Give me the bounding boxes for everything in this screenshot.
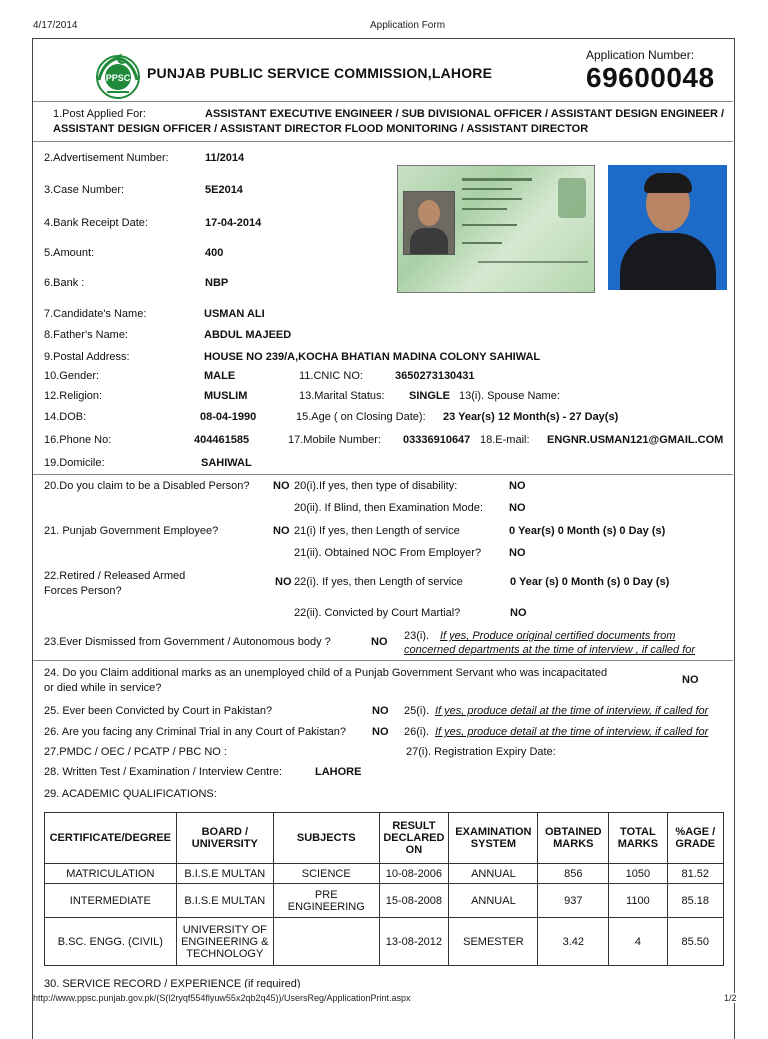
cell-certificate: INTERMEDIATE (45, 884, 177, 918)
phone-value: 404461585 (194, 434, 250, 446)
q24-label-line-2: or died while in service? (44, 682, 162, 694)
marital-value: SINGLE (409, 390, 450, 402)
table-row (45, 884, 724, 918)
bank-date-label: 4.Bank Receipt Date: (44, 217, 148, 229)
org-name: PUNJAB PUBLIC SERVICE COMMISSION,LAHORE (147, 65, 493, 81)
q22-label-line-2: Forces Person? (44, 585, 122, 597)
post-line-2: ASSISTANT DESIGN OFFICER / ASSISTANT DIRECTOR FLOOD MONITORING / ASSISTANT DIRECTOR (53, 123, 589, 135)
spouse-label: 13(i). Spouse Name: (459, 390, 560, 402)
cell-result-date: 10-08-2006 (379, 864, 449, 884)
q20i-label: 20(i).If yes, then type of disability: (294, 480, 458, 492)
address-value: HOUSE NO 239/A,KOCHA BHATIAN MADINA COLONY SAHIWAL (204, 351, 541, 363)
q27-label: 27.PMDC / OEC / PCATP / PBC NO : (44, 746, 227, 758)
col-header-exam-system: EXAMINATION SYSTEM (449, 813, 538, 864)
q22i-answer: 0 Year (s) 0 Month (s) 0 Day (s) (510, 576, 670, 588)
cell-obtained-marks: 937 (538, 884, 609, 918)
bank-label: 6.Bank : (44, 277, 85, 289)
divider (33, 141, 733, 142)
cell-result-date: 13-08-2012 (379, 918, 449, 966)
q22-label-line-1: 22.Retired / Released Armed (44, 570, 186, 582)
col-header-percentage: %AGE / GRADE (667, 813, 723, 864)
case-value: 5E2014 (205, 184, 243, 196)
q22ii-answer: NO (510, 607, 527, 619)
print-title: Application Form (370, 20, 446, 31)
cell-certificate: MATRICULATION (45, 864, 177, 884)
page-url: http://www.ppsc.punjab.gov.pk/(S(l2ryqf554flyuw55x2qb2q45))/UsersReg/ApplicationPrint.aspx (33, 993, 411, 1003)
col-header-obtained-marks: OBTAINED MARKS (538, 813, 609, 864)
dob-value: 08-04-1990 (200, 411, 257, 423)
cnic-value: 3650273130431 (395, 370, 475, 382)
table-row (45, 918, 724, 966)
ppsc-logo-icon (93, 50, 143, 100)
q26i-label: 26(i). (404, 726, 430, 738)
q21-answer: NO (273, 525, 290, 537)
mobile-value: 03336910647 (403, 434, 471, 446)
domicile-value: SAHIWAL (201, 457, 252, 469)
age-label: 15.Age ( on Closing Date): (296, 411, 426, 423)
religion-value: MUSLIM (204, 390, 248, 402)
amount-label: 5.Amount: (44, 247, 95, 259)
amount-value: 400 (205, 247, 224, 259)
q20-answer: NO (273, 480, 290, 492)
gender-label: 10.Gender: (44, 370, 100, 382)
divider (33, 101, 733, 102)
q22i-label: 22(i). If yes, then Length of service (294, 576, 463, 588)
cnic-photo (403, 191, 455, 255)
cell-result-date: 15-08-2008 (379, 884, 449, 918)
cnic-label: 11.CNIC NO: (299, 370, 363, 382)
q26i-note: If yes, produce detail at the time of interview, if called for (435, 726, 709, 738)
cell-percentage: 81.52 (667, 864, 723, 884)
q20-label: 20.Do you claim to be a Disabled Person? (44, 480, 250, 492)
father-label: 8.Father's Name: (44, 329, 129, 341)
cell-percentage: 85.50 (667, 918, 723, 966)
age-value: 23 Year(s) 12 Month(s) - 27 Day(s) (443, 411, 619, 423)
q28-label: 28. Written Test / Examination / Interview Centre: (44, 766, 283, 778)
q25-answer: NO (372, 705, 389, 717)
adv-label: 2.Advertisement Number: (44, 152, 169, 164)
q25-label: 25. Ever been Convicted by Court in Pakistan? (44, 705, 273, 717)
cell-board: B.I.S.E MULTAN (176, 884, 273, 918)
q22ii-label: 22(ii). Convicted by Court Martial? (294, 607, 461, 619)
religion-label: 12.Religion: (44, 390, 103, 402)
q20ii-label: 20(ii). If Blind, then Examination Mode: (294, 502, 483, 514)
q20i-answer: NO (509, 480, 526, 492)
bank-date-value: 17-04-2014 (205, 217, 262, 229)
q21-label: 21. Punjab Government Employee? (44, 525, 219, 537)
cell-subjects: PRE ENGINEERING (273, 884, 379, 918)
cell-exam-system: SEMESTER (449, 918, 538, 966)
dob-label: 14.DOB: (44, 411, 87, 423)
q21ii-label: 21(ii). Obtained NOC From Employer? (294, 547, 482, 559)
mobile-label: 17.Mobile Number: (288, 434, 381, 446)
address-label: 9.Postal Address: (44, 351, 130, 363)
application-number: 69600048 (586, 62, 715, 93)
q24-answer: NO (682, 674, 699, 686)
gender-value: MALE (204, 370, 236, 382)
phone-label: 16.Phone No: (44, 434, 112, 446)
q20ii-answer: NO (509, 502, 526, 514)
marital-label: 13.Marital Status: (299, 390, 385, 402)
email-label: 18.E-mail: (480, 434, 530, 446)
q21i-answer: 0 Year(s) 0 Month (s) 0 Day (s) (509, 525, 666, 537)
cnic-image (397, 165, 595, 293)
post-line-1: ASSISTANT EXECUTIVE ENGINEER / SUB DIVISIONAL OFFICER / ASSISTANT DESIGN ENGINEER / (205, 108, 725, 120)
q26-answer: NO (372, 726, 389, 738)
col-header-result-date: RESULT DECLARED ON (379, 813, 449, 864)
q23-label: 23.Ever Dismissed from Government / Autonomous body ? (44, 636, 331, 648)
col-header-certificate: CERTIFICATE/DEGREE (45, 813, 177, 864)
name-value: USMAN ALI (204, 308, 265, 320)
col-header-board: BOARD / UNIVERSITY (176, 813, 273, 864)
q25i-label: 25(i). (404, 705, 430, 717)
q26-label: 26. Are you facing any Criminal Trial in any Court of Pakistan? (44, 726, 347, 738)
q21ii-answer: NO (509, 547, 526, 559)
q29-label: 29. ACADEMIC QUALIFICATIONS: (44, 788, 217, 800)
page-number: 1/2 (724, 993, 737, 1003)
candidate-photo (608, 165, 727, 290)
cell-subjects (273, 918, 379, 966)
print-date: 4/17/2014 (33, 20, 78, 31)
cell-certificate: B.SC. ENGG. (CIVIL) (45, 918, 177, 966)
svg-text:PPSC: PPSC (105, 73, 131, 83)
case-label: 3.Case Number: (44, 184, 125, 196)
q23-answer: NO (371, 636, 388, 648)
divider (33, 474, 733, 475)
adv-value: 11/2014 (205, 152, 245, 164)
cell-subjects: SCIENCE (273, 864, 379, 884)
cell-exam-system: ANNUAL (449, 864, 538, 884)
q22-answer: NO (275, 576, 292, 588)
cell-board: UNIVERSITY OF ENGINEERING & TECHNOLOGY (176, 918, 273, 966)
q23i-note-line-1: If yes, Produce original certified documents from (440, 630, 676, 642)
cell-board: B.I.S.E MULTAN (176, 864, 273, 884)
father-value: ABDUL MAJEED (204, 329, 292, 341)
domicile-label: 19.Domicile: (44, 457, 105, 469)
table-header-row (45, 813, 724, 864)
cell-total-marks: 4 (609, 918, 667, 966)
cell-obtained-marks: 856 (538, 864, 609, 884)
q23i-note-line-2: concerned departments at the time of interview , if called for (404, 644, 696, 656)
q28-answer: LAHORE (315, 766, 362, 778)
post-label: 1.Post Applied For: (53, 108, 146, 120)
divider (33, 660, 733, 661)
cell-percentage: 85.18 (667, 884, 723, 918)
q24-label-line-1: 24. Do you Claim additional marks as an unemployed child of a Punjab Government Servant who was incapacitated (44, 667, 608, 679)
q30-label: 30. SERVICE RECORD / EXPERIENCE (if required) (44, 978, 301, 988)
col-header-subjects: SUBJECTS (273, 813, 379, 864)
academic-qualifications-table (44, 812, 724, 966)
q21i-label: 21(i) If yes, then Length of service (294, 525, 460, 537)
col-header-total-marks: TOTAL MARKS (609, 813, 667, 864)
cell-total-marks: 1050 (609, 864, 667, 884)
cell-total-marks: 1100 (609, 884, 667, 918)
q25i-note: If yes, produce detail at the time of interview, if called for (435, 705, 709, 717)
cell-obtained-marks: 3.42 (538, 918, 609, 966)
q27i-label: 27(i). Registration Expiry Date: (406, 746, 556, 758)
name-label: 7.Candidate's Name: (44, 308, 147, 320)
q23i-label: 23(i). (404, 630, 430, 642)
email-value: ENGNR.USMAN121@GMAIL.COM (547, 434, 724, 446)
bank-value: NBP (205, 277, 229, 289)
cell-exam-system: ANNUAL (449, 884, 538, 918)
application-number-label: Application Number: (586, 48, 695, 62)
table-row (45, 864, 724, 884)
